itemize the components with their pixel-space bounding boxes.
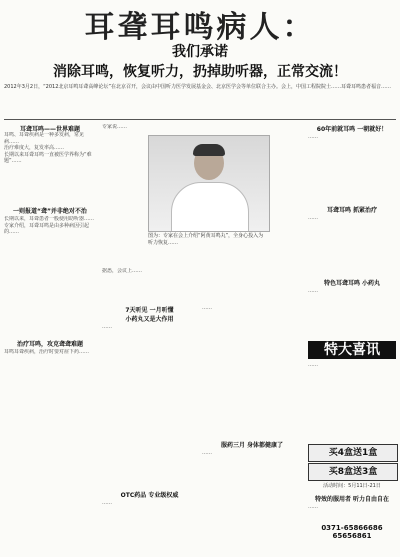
subhead-2: 消除耳鸣，恢复听力，扔掉助听器，正常交流！ — [53, 64, 347, 80]
center-column-b-end: …… — [202, 450, 212, 456]
left-column-text-2: 长期以来，耳聋患者一般使用助听器…… 专家介绍，耳聋耳鸣是由多种病因引起的…… — [4, 216, 95, 235]
right-section-sub3: 特效的服用者 听力自由自在 — [314, 496, 390, 503]
promo-phone: 0371-65866686 65656861 — [321, 524, 383, 540]
right-column-text-4: …… — [308, 504, 318, 510]
right-column-text-1: …… — [308, 134, 318, 140]
right-column-text-3: …… — [308, 288, 318, 294]
promo-gift-1: 买4盒送1盒 — [308, 444, 398, 462]
center-sub2: 小药丸又是大作用 — [125, 316, 174, 323]
left-section-sub1: 一则报道“聋”并非绝对不治 — [13, 208, 87, 215]
center-sub1: 7天听见 一月听懂 — [125, 307, 174, 314]
center-text-upper: 据悉，会议上…… — [102, 268, 143, 274]
right-section-sub1: 耳聋耳鸣 抓紧治疗 — [326, 207, 378, 214]
right-column-text-2: …… — [308, 215, 318, 221]
promo-gift-2: 买8盒送3盒 — [308, 463, 398, 481]
left-column-text-1: 耳鸣、耳聋疾病是一种多发病，常见病…… 治疗难度大，复发率高…… 长期以来耳聋耳鸣一直被医学界称为“难题”…… — [4, 132, 92, 164]
left-column-text-3: 耳鸣耳聋疾病，治疗时要对症下药…… — [4, 349, 90, 355]
left-section-title: 耳聋耳鸣——世界难题 — [19, 126, 80, 133]
subhead-1: 我们承诺 — [172, 44, 228, 60]
promo-text: …… — [308, 362, 318, 368]
doctor-photo — [148, 135, 270, 232]
promo-time: 活动时间：5月11日-21日 — [323, 483, 381, 489]
headline: 耳聋耳鸣病人： — [84, 10, 316, 45]
center-column-b: …… — [202, 305, 212, 311]
top-divider — [4, 119, 396, 120]
photo-caption: 图为：专家在会上介绍“阿黄耳鸣丸”，全身心投入为听力恢复…… — [148, 233, 264, 246]
center-column-a: …… — [102, 324, 112, 330]
promo-title: 特大喜讯 — [308, 341, 396, 359]
center-column-a-end: …… — [102, 500, 112, 506]
right-section-title: 60年前就耳鸣 一朝就好！ — [316, 126, 388, 133]
right-section-sub2: 特色耳聋耳鸣 小药丸 — [323, 280, 381, 287]
center-left-narrow-text: 专家说…… — [102, 124, 128, 130]
lead-paragraph: 2012年3月2日，“2012北京耳鸣耳聋高峰论坛”在北京召开，会议由中国听力医学发展基金会、北京医学会等单位联合主办。会上，中国工程院院士……耳聋耳鸣患者福音…… — [4, 84, 392, 90]
center-sub4: 服药三月 身体都健康了 — [220, 442, 284, 449]
center-sub3: OTC药品 专业级权威 — [120, 492, 179, 499]
left-section-sub2: 治疗耳鸣，攻克聋聋难题 — [16, 341, 83, 348]
